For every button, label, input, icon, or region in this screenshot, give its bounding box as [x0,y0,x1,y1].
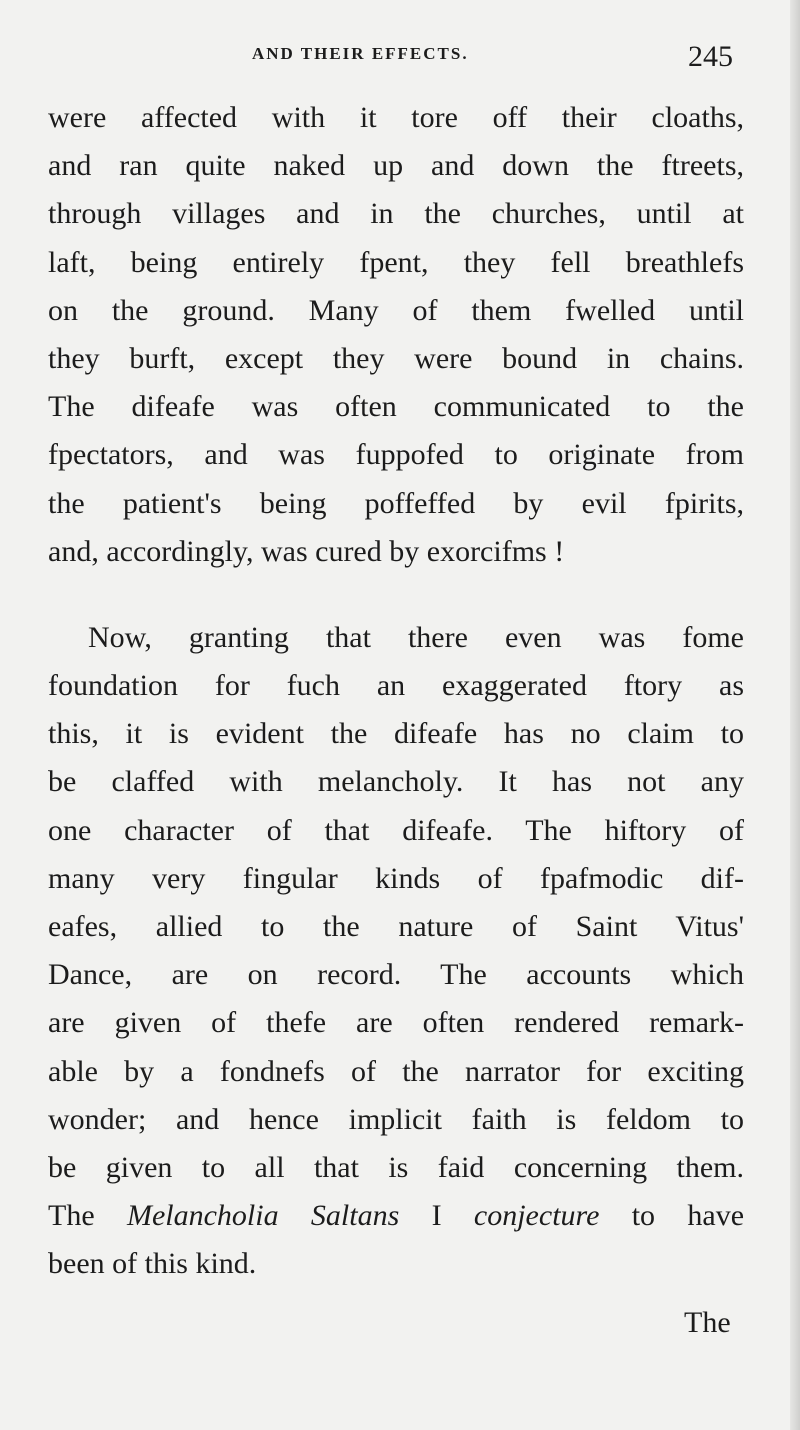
text-line: been of this kind. [48,1247,257,1281]
text-segment: The [48,1199,127,1233]
page-header [0,38,800,78]
text-line: foundation for fuch an exaggerated ftory as [48,669,744,703]
text-line: one character of that difeafe. The hiftory of [48,813,744,847]
paragraph-gap [48,576,744,614]
paragraph-1 [48,94,744,576]
text-line: through villages and in the churches, until at [48,197,744,231]
italic-term: conjecture [473,1199,600,1233]
text-line: on the ground. Many of them fwelled until [48,293,744,327]
text-line: Dance, are on record. The accounts which [48,958,744,992]
text-line: are given of thefe are often rendered remark- [48,1006,744,1040]
body-text [48,94,744,1289]
text-line-with-italics [48,1192,744,1240]
text-line: and, accordingly, was cured by exorcifms ! [48,534,565,568]
text-line: this, it is evident the difeafe has no claim to [48,717,744,751]
page-number: 245 [688,40,733,73]
text-segment: I [399,1199,474,1233]
catchword: The [684,1306,731,1339]
text-segment: to have [599,1199,744,1233]
text-line: The difeafe was often communicated to the [48,390,744,424]
text-line: were affected with it tore off their cloaths, [48,101,744,134]
italic-term: Melancholia Saltans [126,1199,400,1233]
text-line: be claffed with melancholy. It has not any [48,765,744,799]
text-line: fpectators, and was fuppofed to originate from [48,438,744,472]
text-line: laft, being entirely fpent, they fell breathlefs [48,245,744,279]
text-line: be given to all that is faid concerning them. [48,1150,744,1184]
running-head: AND THEIR EFFECTS. [252,44,469,63]
text-line: wonder; and hence implicit faith is feldom to [48,1102,744,1136]
text-line: eafes, allied to the nature of Saint Vitus' [48,910,744,943]
text-line: and ran quite naked up and down the ftreets, [48,149,744,183]
paragraph-2 [48,614,744,1289]
text-line: the patient's being poffeffed by evil fpirits, [48,486,744,520]
page-edge-shadow [790,0,800,1430]
text-line: able by a fondnefs of the narrator for exciting [48,1054,744,1088]
text-line: they burft, except they were bound in chains. [48,341,744,375]
text-line: many very fingular kinds of fpafmodic dif- [48,861,744,895]
text-line: Now, granting that there even was fome [88,620,744,654]
